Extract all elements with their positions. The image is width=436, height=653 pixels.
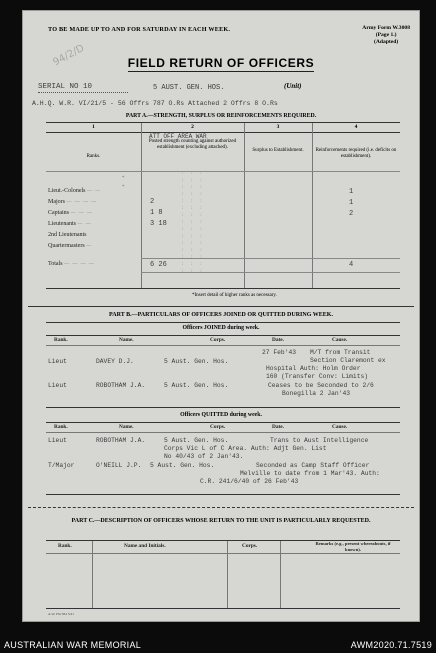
serial-rule — [38, 92, 128, 93]
part-c-bottom-rule — [46, 608, 400, 609]
quitted-col-corps: Corps. — [210, 424, 226, 430]
posted-stamp: ATT OFF AREA WAR — [149, 133, 207, 140]
serial-number: SERIAL NO 10 — [38, 83, 93, 91]
posted-majors: 2 — [150, 198, 155, 206]
totals-label: Totals — — — — — [48, 261, 95, 267]
quitted-col-rank: Rank. — [54, 424, 68, 430]
quitted-row-1-rank: Lieut — [48, 437, 67, 444]
form-number: A.W. Fm 584 3/41 — [48, 612, 75, 616]
quitted-row-1-corps: 5 Aust. Gen. Hos. — [164, 437, 229, 444]
joined-row-2-corps: 5 Aust. Gen. Hos. — [164, 382, 229, 389]
rank-row-lieutenants: Lieutenants — — — [48, 221, 92, 227]
joined-row-1-rank: Lieut — [48, 358, 67, 365]
totals-upper-rule — [141, 258, 400, 259]
quitted-row-2-corps: 5 Aust. Gen. Hos. — [150, 462, 215, 469]
part-a-bottom-rule — [46, 288, 400, 289]
part-c-vline-3 — [280, 541, 281, 608]
col-head-surplus: Surplus to Establishment. — [252, 148, 304, 153]
col-head-reinf: Reinforcements required (i.e. deficits on establishment). — [315, 148, 397, 159]
joined-col-name: Name. — [119, 337, 134, 343]
col-head-posted: Posted strength counting against authorized establishment (excluding attached). — [148, 139, 237, 150]
part-c-col-rank: Rank. — [58, 543, 72, 549]
rank-row-captains: Captains — — — — [48, 210, 93, 216]
part-c-col-name: Name and Initials. — [124, 543, 166, 549]
part-c-body-rule — [46, 553, 400, 554]
joined-row-1-date: 27 Feb'43 — [262, 349, 297, 356]
quitted-head-rule — [46, 422, 400, 423]
rank-row-2nd-lieutenants: 2nd Lieutenants — [48, 232, 87, 238]
col-head-ranks: Ranks. — [86, 154, 101, 159]
posted-lieutenants: 3 18 — [150, 220, 167, 228]
star-markers: * * — [122, 176, 126, 190]
joined-top-rule — [46, 322, 400, 323]
col-num-3: 3 — [276, 124, 280, 130]
reinf-lieut-colonels: 1 — [349, 188, 354, 196]
quitted-col-date: Date. — [272, 424, 284, 430]
army-form-page: (Page 1.) — [375, 32, 397, 38]
form-page — [22, 10, 420, 622]
joined-bottom-rule — [46, 407, 400, 408]
dotted-columns: : : : : : : : : : : : : : : : : : : : : : : : : : : : : : : : : : : : : : : : : : : : : : — [182, 171, 203, 274]
part-a-num-rule — [46, 132, 400, 133]
quitted-bottom-rule — [46, 494, 400, 495]
part-c-vline-2 — [227, 541, 228, 608]
totals-posted: 6 26 — [150, 261, 167, 269]
joined-row-1-corps: 5 Aust. Gen. Hos. — [164, 358, 229, 365]
footer-accession: AWM2020.71.7519 — [350, 640, 432, 650]
joined-col-date: Date. — [272, 337, 284, 343]
quitted-col-cause: Cause. — [332, 424, 348, 430]
header-instruction: TO BE MADE UP TO AND FOR SATURDAY IN EACH WEEK. — [48, 26, 231, 33]
joined-col-rank: Rank. — [54, 337, 68, 343]
part-a-top-rule — [46, 122, 400, 123]
quitted-title: Officers QUITTED during week. — [180, 412, 262, 418]
unit-label: (Unit) — [284, 82, 302, 90]
part-c-col-remarks: Remarks (e.g., present whereabouts, if known). — [315, 541, 391, 552]
quitted-row-1-cause: Trans to Aust Intelligence Corps Vic L of C Area. Auth: Adjt Gen. List No 40/43 of 2 Jan'43. — [164, 437, 369, 460]
footer-archive: AUSTRALIAN WAR MEMORIAL — [4, 640, 142, 650]
reinf-captains: 2 — [349, 210, 354, 218]
joined-title: Officers JOINED during week. — [182, 325, 260, 331]
part-b-title: PART B.—PARTICULARS OF OFFICERS JOINED OR QUITTED DURING WEEK. — [109, 312, 333, 318]
quitted-col-name: Name. — [119, 424, 134, 430]
part-c-col-corps: Corps. — [242, 543, 258, 549]
ahq-line: A.H.Q. W.R. VI/21/5 - 56 Offrs 787 O.Rs Attached 2 Offrs 8 O.Rs — [32, 100, 278, 107]
joined-body-rule — [46, 345, 400, 346]
unit-value: 5 AUST. GEN. HOS. — [153, 84, 225, 92]
part-b-top-rule — [28, 306, 414, 307]
rank-row-quartermasters: Quartermasters — — [48, 243, 93, 249]
joined-row-2-rank: Lieut — [48, 382, 67, 389]
vline-a2 — [244, 123, 245, 288]
quitted-row-2-rank: T/Major — [48, 462, 75, 469]
quitted-row-2-cause: Seconded as Camp Staff Officer Melville to date from 1 Mar'43. Auth: C.R. 241/6/40 of 26 Feb'43 — [200, 462, 380, 485]
page-title: FIELD RETURN OF OFFICERS — [127, 56, 315, 70]
rank-row-lieut-colonels: Lieut.-Colonels — — — [48, 188, 102, 194]
rank-row-majors: Majors — — — — — [48, 199, 98, 205]
part-c-vline-1 — [92, 541, 93, 608]
vline-a3 — [312, 123, 313, 288]
col-num-1: 1 — [92, 124, 95, 130]
totals-lower-rule — [141, 272, 400, 273]
army-form-ref — [362, 25, 410, 46]
part-a-title: PART A.—STRENGTH, SURPLUS OR REINFORCEMENTS REQUIRED. — [125, 113, 317, 119]
col-num-4: 4 — [354, 124, 358, 130]
joined-row-2-cause: Ceases to be Seconded to 2/6 Bonegilla 2 Jan'43 — [268, 382, 374, 397]
posted-captains: 1 8 — [150, 209, 163, 217]
part-c-top-rule — [28, 507, 414, 508]
army-form-adapted: (Adapted) — [374, 39, 399, 45]
totals-reinf: 4 — [349, 261, 354, 269]
joined-col-cause: Cause. — [332, 337, 348, 343]
part-c-title: PART C.—DESCRIPTION OF OFFICERS WHOSE RETURN TO THE UNIT IS PARTICULARLY REQUESTED. — [71, 518, 371, 524]
joined-row-2-name: ROBOTHAM J.A. — [96, 382, 146, 389]
quitted-row-2-name: O'NEILL J.P. — [96, 462, 142, 469]
col-num-2: 2 — [191, 124, 194, 130]
joined-row-1-cause: M/T from Transit Section Claremont ex Hospital Auth: Holm Order 160 (Transfer Conv: Limits) — [266, 349, 386, 380]
quitted-body-rule — [46, 432, 400, 433]
part-a-note: *Insert detail of higher ranks as necessary. — [192, 293, 277, 298]
joined-col-corps: Corps. — [210, 337, 226, 343]
reinf-majors: 1 — [349, 199, 354, 207]
vline-a1 — [141, 123, 142, 288]
handwritten-note: 94/2/D — [51, 42, 87, 69]
joined-row-1-name: DAVEY D.J. — [96, 358, 134, 365]
quitted-row-1-name: ROBOTHAM J.A. — [96, 437, 146, 444]
army-form-number: Army Form W.3008 — [362, 25, 410, 31]
joined-head-rule — [46, 335, 400, 336]
